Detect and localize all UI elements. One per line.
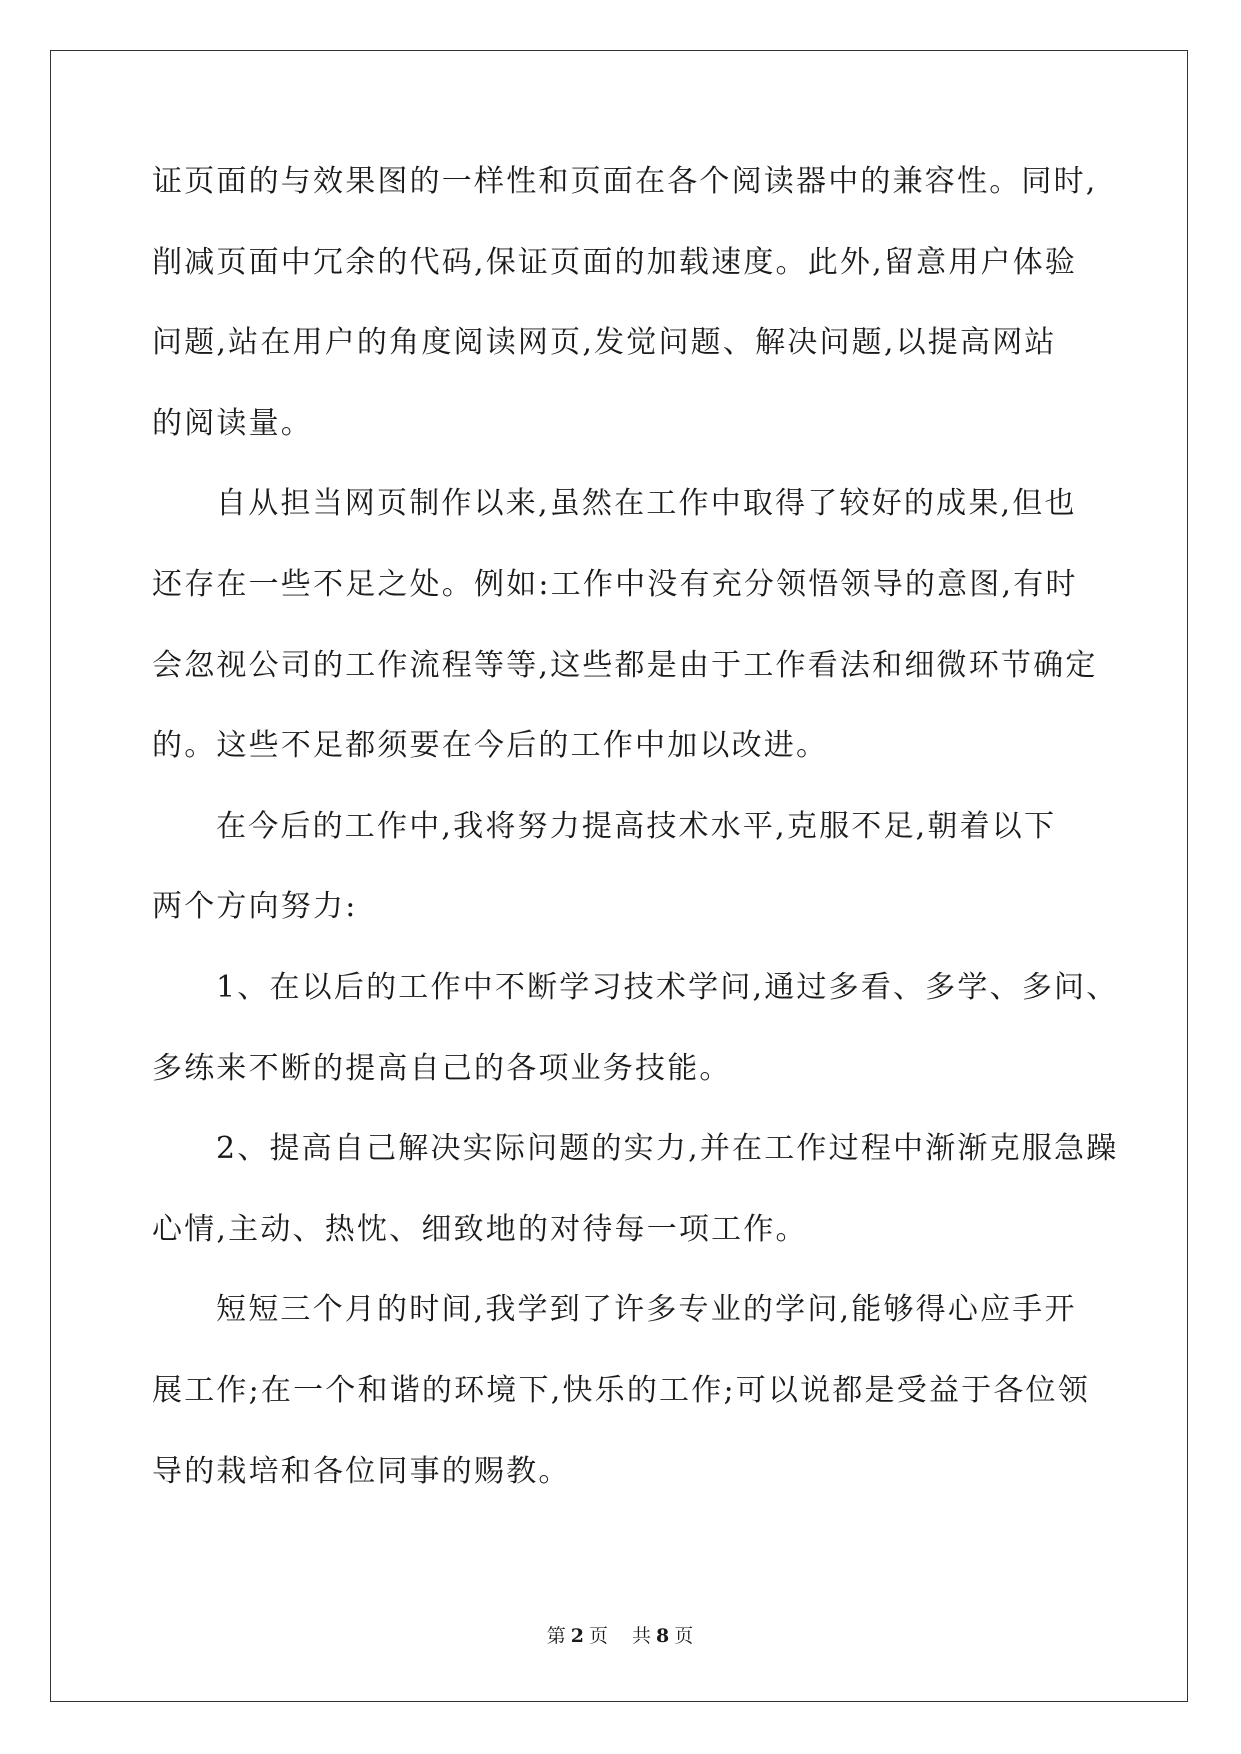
text-line: 心情,主动、热忱、细致地的对待每一项工作。 <box>152 1211 808 1247</box>
document-body <box>152 158 1119 1528</box>
text-line: 的。这些不足都须要在今后的工作中加以改进。 <box>152 728 829 764</box>
total-prefix: 共 <box>632 1625 653 1647</box>
text-line: 削减页面中冗余的代码,保证页面的加载速度。此外,留意用户体验 <box>152 244 1078 280</box>
text-line: 证页面的与效果图的一样性和页面在各个阅读器中的兼容性。同时, <box>152 164 1098 199</box>
text-line: 两个方向努力: <box>152 889 358 925</box>
page-total <box>628 1625 698 1647</box>
text-line: 2、提高自己解决实际问题的实力,并在工作过程中渐渐克服急躁 <box>216 1131 1119 1167</box>
page-footer <box>0 1621 1241 1648</box>
total-count: 8 <box>656 1625 671 1647</box>
page-suffix: 页 <box>588 1625 609 1647</box>
text-line: 在今后的工作中,我将努力提高技术水平,克服不足,朝着以下 <box>216 808 1057 844</box>
page-prefix: 第 <box>546 1625 567 1647</box>
total-suffix: 页 <box>674 1625 695 1647</box>
page-current: 2 <box>570 1625 585 1647</box>
text-line: 展工作;在一个和谐的环境下,快乐的工作;可以说都是受益于各位领 <box>152 1372 1090 1408</box>
text-line: 导的栽培和各位同事的赐教。 <box>152 1453 571 1489</box>
text-line: 问题,站在用户的角度阅读网页,发觉问题、解决问题,以提高网站 <box>152 325 1057 361</box>
page-number <box>543 1625 613 1647</box>
text-line: 多练来不断的提高自己的各项业务技能。 <box>152 1050 732 1086</box>
text-line: 1、在以后的工作中不断学习技术学问,通过多看、多学、多问、 <box>216 969 1119 1005</box>
text-line: 的阅读量。 <box>152 405 313 441</box>
text-line: 短短三个月的时间,我学到了许多专业的学问,能够得心应手开 <box>216 1292 1077 1328</box>
text-line: 会忽视公司的工作流程等等,这些都是由于工作看法和细微环节确定 <box>152 647 1098 683</box>
text-line: 自从担当网页制作以来,虽然在工作中取得了较好的成果,但也 <box>216 486 1077 522</box>
text-line: 还存在一些不足之处。例如:工作中没有充分领悟领导的意图,有时 <box>152 566 1078 602</box>
